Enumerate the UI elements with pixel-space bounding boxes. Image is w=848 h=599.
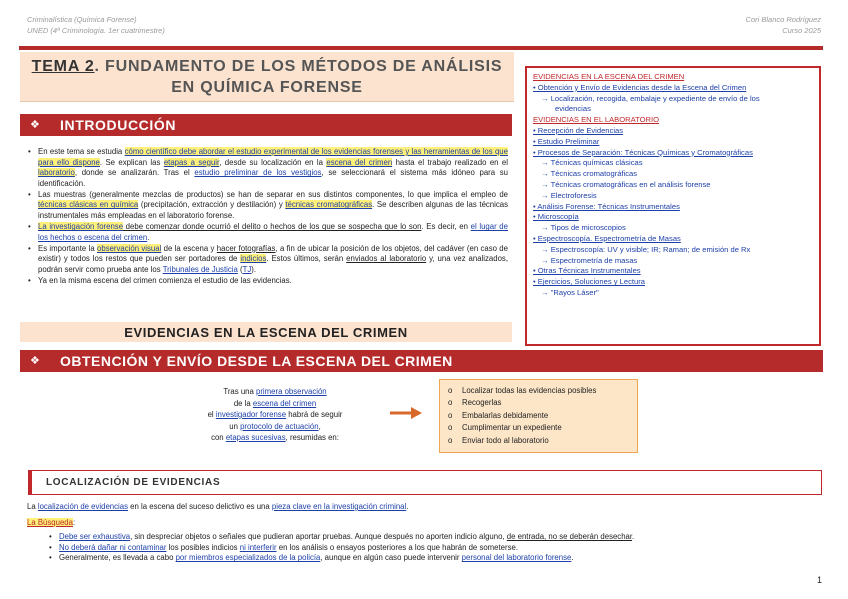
intro-bullet — [26, 222, 508, 243]
index-subitem[interactable]: → Electroforesis — [541, 190, 597, 200]
highlighted-text: laboratorio — [38, 168, 75, 178]
index-box — [525, 66, 821, 346]
header-rule — [19, 46, 823, 50]
index-item[interactable]: • Procesos de Separación: Técnicas Químicas y Cromatográficas — [533, 147, 753, 157]
index-subitem[interactable]: → Espectrometría de masas — [541, 255, 638, 265]
busqueda-row — [27, 517, 817, 528]
title-line2: EN QUÍMICA FORENSE — [171, 79, 363, 96]
index-subitem[interactable]: evidencias — [555, 104, 591, 114]
localizacion-intro — [27, 501, 817, 512]
index-item[interactable]: • Recepción de Evidencias — [533, 125, 624, 135]
busqueda-list — [47, 532, 817, 564]
highlighted-text: protocolo de actuación — [240, 421, 319, 431]
circle-bullet-icon: o — [448, 410, 453, 420]
step-item — [448, 397, 629, 409]
step-label: Enviar todo al laboratorio — [462, 435, 549, 445]
flow-line — [160, 409, 390, 421]
text-run: con — [211, 433, 226, 442]
text-run: . Se explican las — [99, 157, 164, 167]
steps-box — [439, 379, 638, 453]
text-run: La — [27, 502, 38, 511]
text-run: los posibles indicios — [166, 542, 240, 552]
diamond-bullet-icon: ❖ — [30, 355, 40, 367]
highlighted-text: pieza clave en la investigación criminal — [271, 502, 407, 511]
obtencion-heading: OBTENCIÓN Y ENVÍO DESDE LA ESCENA DEL CRIMEN — [60, 353, 453, 369]
index-subitem[interactable]: → Localización, recogida, embalaje y expediente de envío de los — [541, 93, 760, 103]
flow-line — [160, 386, 390, 398]
text-run: , a fin de ubicar la posición de los objetos, del cadáver (en caso de existir) y todos los restos que pueden ser portadores de — [38, 243, 508, 264]
index-subitem[interactable]: → "Rayos Láser" — [541, 287, 599, 297]
step-label: Localizar todas las evidencias posibles — [462, 386, 597, 395]
step-item — [448, 410, 629, 422]
index-subitem[interactable]: → Técnicas cromatográficas en el análisis forense — [541, 179, 711, 189]
highlighted-text: La investigación forense — [38, 222, 124, 232]
highlighted-text: Debe ser exhaustiva — [59, 532, 131, 541]
highlighted-text: estudio preliminar de los vestigios — [194, 168, 322, 178]
step-label: Recogerlas — [462, 398, 502, 408]
index-subitem[interactable]: → Técnicas cromatográficas — [541, 169, 638, 179]
text-run: hasta el trabajo realizado en el — [392, 157, 508, 167]
index-section-heading[interactable]: EVIDENCIAS EN EL LABORATORIO — [533, 115, 660, 125]
index-item[interactable]: • Obtención y Envío de Evidencias desde la Escena del Crimen — [533, 82, 747, 92]
text-run: Las muestras (generalmente mezclas de productos) se han de separar en sus distintos componentes, lo que implica el empleo de — [38, 189, 508, 199]
steps-list — [448, 385, 629, 447]
highlighted-text: ni interferir — [239, 542, 277, 552]
text-run: de la — [233, 398, 253, 408]
highlighted-text: observación visual — [97, 243, 162, 253]
header-left — [27, 14, 165, 36]
busqueda-label: La Búsqueda — [27, 518, 73, 527]
highlighted-text: personal del laboratorio forense — [461, 553, 572, 563]
highlighted-text: No deberá dañar ni contaminar — [59, 542, 167, 552]
highlighted-text: cómo científico debe abordar el estudio experimental de los evidencias forenses y las herramientas de los que para ello dispone — [38, 147, 508, 167]
text-run: (precipitación, extracción y destilación) y — [138, 200, 286, 210]
highlighted-text: TJ — [242, 265, 252, 275]
localizacion-text — [27, 501, 817, 564]
text-run: el — [207, 410, 216, 419]
highlighted-text: técnicas clásicas en química — [38, 200, 139, 210]
text-run: . — [406, 502, 409, 511]
text-run: Es importante la — [38, 243, 98, 253]
text-run: . Se describen algunas de las técnicas instrumentales más empleadas en el laboratorio forense. — [38, 200, 509, 221]
title-box — [20, 52, 514, 102]
text-run: , desde su localización en la — [219, 157, 327, 167]
text-run: , resumidas en: — [285, 433, 339, 442]
intro-bullet — [26, 276, 508, 287]
intro-heading-bar — [20, 114, 512, 136]
localizacion-heading-box — [28, 470, 822, 495]
text-run: . — [571, 553, 574, 563]
intro-bullet — [26, 190, 508, 222]
highlighted-text: enviados al laboratorio — [346, 254, 427, 264]
text-run: de la escena y — [161, 243, 217, 253]
arrow-right-icon — [389, 405, 423, 421]
index-subitem[interactable]: → Espectroscopía: UV y visible; IR; Raman; de emisión de Rx — [541, 244, 751, 254]
flow-line — [160, 398, 390, 410]
highlighted-text: escena del crimen — [326, 157, 393, 167]
page-number: 1 — [816, 575, 822, 585]
obtencion-heading-bar — [20, 350, 823, 372]
step-item — [448, 435, 629, 447]
circle-bullet-icon: o — [448, 386, 453, 395]
title-prefix: TEMA 2 — [31, 58, 95, 75]
text-run: , — [318, 421, 321, 431]
highlighted-text: hacer fotografías — [216, 243, 276, 253]
text-run: , donde se analizarán. Tras el — [74, 168, 195, 178]
highlighted-text: Tribunales de Justicia — [162, 265, 238, 275]
intro-bullet — [26, 244, 508, 276]
intro-heading: INTRODUCCIÓN — [60, 117, 177, 133]
flow-intro-text — [160, 386, 390, 444]
text-run: . Estos últimos, serán — [266, 254, 347, 264]
circle-bullet-icon: o — [448, 423, 453, 433]
index-subitem[interactable]: → Técnicas químicas clásicas — [541, 158, 643, 168]
header-course: Criminalística (Química Forense) — [27, 15, 137, 24]
highlighted-text: indicios — [240, 254, 267, 264]
text-run: Generalmente, es llevada a cabo — [59, 553, 176, 563]
highlighted-text: debe comenzar donde ocurrió el delito o hechos de los que se sospecha que lo son — [123, 222, 422, 232]
highlighted-text: etapas a seguir — [163, 157, 220, 167]
highlighted-text: por miembros especializados de la policía — [175, 553, 321, 563]
text-run: ). — [251, 265, 257, 275]
text-run: , sin despreciar objetos o señales que pudieran aportar pruebas. Aunque después no aporten indicio alguno, — [130, 532, 507, 541]
text-run: En este tema se estudia — [38, 147, 125, 156]
index-list — [533, 72, 813, 299]
intro-list — [26, 147, 508, 287]
text-run: Ya en la misma escena del crimen comienza el estudio de las evidencias. — [38, 276, 292, 286]
page-title — [20, 52, 514, 98]
evidencias-heading-box — [20, 322, 512, 342]
circle-bullet-icon: o — [448, 398, 453, 408]
circle-bullet-icon: o — [448, 435, 453, 445]
localizacion-heading: LOCALIZACIÓN DE EVIDENCIAS — [46, 477, 221, 488]
text-run: . Es decir, en — [421, 222, 471, 232]
flow-line — [160, 421, 390, 433]
step-label: Embalarlas debidamente — [462, 410, 549, 420]
highlighted-text: investigador forense — [215, 410, 287, 419]
step-item — [448, 422, 629, 434]
evidencias-heading: EVIDENCIAS EN LA ESCENA DEL CRIMEN — [124, 325, 408, 340]
diamond-bullet-icon: ❖ — [30, 119, 40, 131]
text-run: en la escena del suceso delictivo es una — [128, 502, 272, 511]
index-item[interactable]: • Otras Técnicas Instrumentales — [533, 266, 641, 276]
index-section-heading[interactable]: EVIDENCIAS EN LA ESCENA DEL CRIMEN — [533, 72, 685, 81]
text-run: . — [147, 232, 150, 242]
highlighted-text: localización de evidencias — [37, 502, 128, 511]
text-run: ( — [237, 265, 243, 275]
text-run: , se seleccionará el sistema más idóneo para su identificación. — [38, 168, 508, 188]
index-item[interactable]: • Ejercicios, Soluciones y Lectura — [533, 277, 645, 287]
intro-text — [26, 147, 508, 287]
header-author: Cori Blanco Rodríguez — [745, 15, 821, 24]
busqueda-bullet — [47, 543, 817, 554]
header-year: Curso 2025 — [782, 26, 821, 35]
step-label: Cumplimentar un expediente — [462, 423, 562, 433]
text-run: en los análisis o ensayos posteriores a los que habrán de someterse. — [276, 542, 519, 552]
text-run: habrá de seguir — [286, 410, 343, 419]
highlighted-text: el lugar de los hechos o escena del crimen — [38, 222, 508, 242]
text-run: . — [632, 532, 635, 541]
text-run: Tras una — [223, 387, 256, 396]
highlighted-text: de entrada, no se deberán desechar — [506, 532, 633, 541]
intro-bullet — [26, 147, 508, 189]
text-run: y, una vez analizados, podrán servir como prueba ante los — [38, 254, 508, 275]
flow-line — [160, 432, 390, 444]
index-item[interactable]: • Estudio Preliminar — [533, 136, 600, 146]
title-line1: . FUNDAMENTO DE LOS MÉTODOS DE ANÁLISIS — [94, 58, 503, 75]
index-item[interactable]: • Análisis Forense: Técnicas Instrumentales — [533, 201, 680, 211]
busqueda-bullet — [47, 553, 817, 564]
highlighted-text: etapas sucesivas — [225, 433, 286, 442]
index-item[interactable]: • Microscopía — [533, 212, 579, 222]
busqueda-colon: : — [72, 518, 76, 527]
step-item — [448, 385, 629, 397]
text-run: , aunque en algún caso puede intervenir — [320, 553, 462, 563]
busqueda-bullet — [47, 532, 817, 543]
index-item[interactable]: • Espectroscopía. Espectrometría de Masas — [533, 233, 681, 243]
highlighted-text: escena del crimen — [252, 398, 317, 408]
highlighted-text: técnicas cromatográficas — [285, 200, 373, 210]
header-right — [746, 14, 821, 36]
index-subitem[interactable]: → Tipos de microscopios — [541, 223, 626, 233]
text-run: un — [229, 421, 241, 431]
header-university: UNED (4ª Criminología. 1er cuatrimestre) — [27, 26, 165, 35]
highlighted-text: primera observación — [256, 387, 327, 396]
